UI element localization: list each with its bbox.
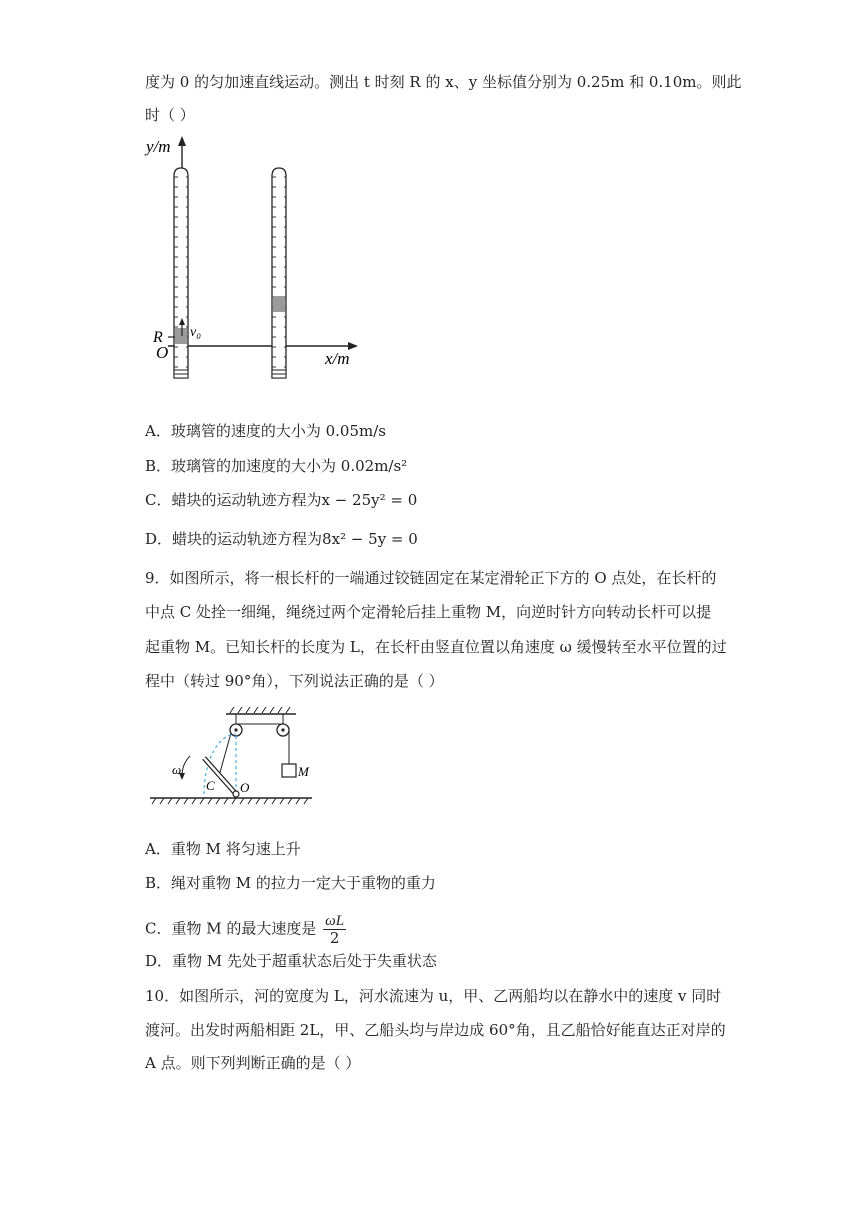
y-axis-arrow: [178, 136, 186, 146]
q9-option-c-fraction: [323, 913, 346, 946]
x-axis-label: x/m: [325, 349, 350, 368]
q9-option-b: B．绳对重物 M 的拉力一定大于重物的重力: [145, 874, 436, 892]
q10-line-2: 渡河。出发时两船相距 2L，甲、乙船头均与岸边成 60°角，且乙船恰好能直达正对岸的: [145, 1021, 726, 1039]
origin-label: O: [156, 343, 169, 362]
q9-option-a: A．重物 M 将匀速上升: [145, 840, 301, 858]
c-label: C: [206, 778, 215, 793]
m-label: M: [298, 764, 309, 779]
q9-option-c-denominator: 2: [329, 929, 340, 947]
q9-option-c: [145, 913, 346, 946]
q9-line-1: 9．如图所示，将一根长杆的一端通过铰链固定在某定滑轮正下方的 O 点处，在长杆的: [145, 569, 717, 587]
q10-line-1: 10．如图所示，河的宽度为 L，河水流速为 u，甲、乙两船均以在静水中的速度 v 同时: [145, 987, 722, 1005]
velocity-label: v₀: [190, 325, 202, 340]
q9-line-2: 中点 C 处拴一细绳，绳绕过两个定滑轮后挂上重物 M，向逆时针方向转动长杆可以提: [145, 603, 712, 621]
q8-option-b: B．玻璃管的加速度的大小为 0.02m/s²: [145, 457, 408, 475]
weight-m: [282, 764, 296, 777]
q9-option-c-prefix: C．重物 M 的最大速度是: [145, 919, 317, 938]
y-axis-label: y/m: [146, 137, 171, 156]
q8-option-c: C．蜡块的运动轨迹方程为x − 25y² = 0: [145, 491, 418, 509]
hinge-o: [233, 791, 239, 797]
q9-line-4: 程中（转过 90°角），下列说法正确的是（ ）: [145, 672, 444, 690]
q9-line-3: 起重物 M。已知长杆的长度为 L，在长杆由竖直位置以角速度 ω 缓慢转至水平位置的过: [145, 638, 727, 656]
q8-option-d: D．蜡块的运动轨迹方程为8x² − 5y = 0: [145, 530, 418, 548]
q8-tube-figure: [140, 132, 380, 382]
omega-label: ω: [172, 762, 182, 777]
q8-option-a: A．玻璃管的速度的大小为 0.05m/s: [145, 422, 386, 440]
q8-intro-line-1: 度为 0 的匀加速直线运动。测出 t 时刻 R 的 x、y 坐标值分别为 0.25m 和 0.10m。则此: [145, 73, 742, 91]
wax-block-left: [175, 328, 187, 344]
glass-tube-left: [174, 168, 188, 378]
wax-block-right: [273, 296, 285, 312]
o-label: O: [240, 780, 250, 795]
glass-tube-right: [272, 168, 286, 378]
q9-pulley-figure: [146, 704, 316, 806]
q10-line-3: A 点。则下列判断正确的是（ ）: [145, 1054, 361, 1072]
point-r-label: R: [153, 329, 163, 346]
q8-intro-line-2: 时（ ）: [145, 106, 195, 124]
q9-option-c-numerator: ωL: [325, 913, 345, 929]
q9-option-d: D．重物 M 先处于超重状态后处于失重状态: [145, 952, 437, 970]
